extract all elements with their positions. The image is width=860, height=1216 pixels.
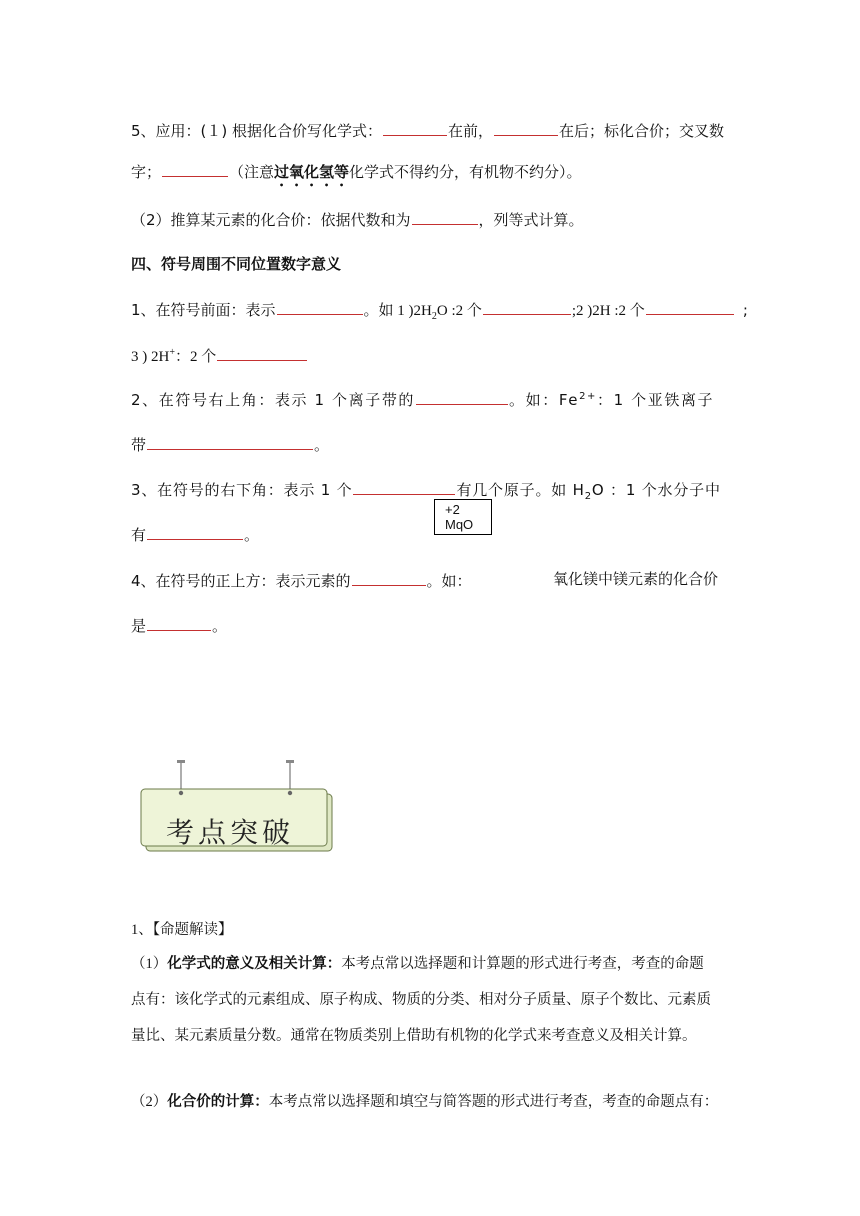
fill-blank[interactable] — [352, 569, 426, 586]
q5-line-2 — [131, 160, 582, 190]
item1-text-c: ;2 )2H :2 个 — [571, 303, 645, 319]
item1-line-2: 3 ) 2H+：2 个 — [131, 343, 308, 367]
q5-text-b: 在前， — [448, 122, 494, 140]
hanging-sign — [140, 760, 335, 852]
section-title: 四、符号周围不同位置数字意义 — [131, 255, 342, 273]
mgo-charge: +2 — [445, 502, 460, 517]
item2-text-a: 2、在符号右上角：表示 1 个离子带的 — [131, 391, 416, 409]
q5-emphasis: 过氧化氢等 — [274, 163, 350, 181]
reading-p1-line-1: （1）化学式的意义及相关计算：本考点常以选择题和计算题的形式进行考查，考查的命题 — [131, 956, 704, 972]
reading-p1-line-3: 量比、某元素质量分数。通常在物质类别上借助有机物的化学式来考查意义及相关计算。 — [131, 1028, 697, 1044]
fill-blank[interactable] — [483, 298, 571, 315]
item3-text-b: 有几个原子。如 $H_2$ — [456, 481, 592, 502]
reading-p1-line-2: 点有：该化学式的元素组成、原子构成、物质的分类、相对分子质量、原子个数比、元素质 — [131, 992, 711, 1008]
reading-paragraph-1 — [131, 946, 731, 1054]
fill-blank[interactable] — [147, 523, 243, 540]
fill-blank[interactable] — [162, 160, 228, 177]
item1-text-d: ; — [742, 301, 748, 319]
item1-text-e: 3 ) 2H — [131, 349, 170, 365]
item2-line-1 — [131, 387, 714, 410]
item1-text-a: 1、在符号前面：表示 — [131, 301, 276, 319]
fill-blank[interactable] — [147, 433, 313, 450]
q5-line-1 — [131, 119, 724, 141]
mgo-valence-box — [434, 499, 492, 535]
item4-text-b: 。如： — [426, 572, 472, 590]
item4-text-a: 4、在符号的正上方：表示元素的 — [131, 572, 351, 590]
reading-p2-line-1: （2）化合价的计算：本考点常以选择题和填空与简答题的形式进行考查，考查的命题点有： — [131, 1094, 719, 1110]
item3-text-c: O ：1 个水分子中 — [591, 481, 721, 499]
item3-text-d: 有 — [131, 526, 147, 544]
sign-label: 考点突破 — [166, 816, 295, 849]
item4-text-c: 氧化镁中镁元素的化合价 — [553, 570, 719, 588]
item4-line-1 — [131, 569, 472, 591]
item2-text-e: 。 — [314, 436, 330, 454]
fill-blank[interactable] — [494, 119, 558, 136]
item3-text-e: 。 — [244, 526, 260, 544]
q5-text-e: （注意 — [229, 163, 275, 181]
item3-line-2 — [131, 523, 259, 545]
fill-blank[interactable] — [217, 344, 307, 361]
fill-blank[interactable] — [383, 119, 447, 136]
fill-blank[interactable] — [416, 388, 508, 405]
q5-text-c: 在后；标化合价；交叉数 — [559, 122, 725, 140]
item1-text-e2: ：2 个 — [174, 349, 217, 365]
item1-line-1 — [131, 298, 748, 327]
q5-text-h: ，列等式计算。 — [478, 211, 584, 229]
fill-blank[interactable] — [412, 208, 478, 225]
item1-text-b: 。如 1 )$2H_2O$ :2 个 — [363, 303, 482, 322]
reading-heading: 1、【命题解读】 — [131, 922, 233, 938]
item4-line-2 — [131, 614, 227, 636]
q5-text-g: （2）推算某元素的化合价：依据代数和为 — [131, 211, 411, 229]
item4-text-d: 是 — [131, 617, 147, 635]
item2-text-c: ：1 个亚铁离子 — [597, 391, 715, 409]
item2-text-b: 。如：$Fe^{2+}$ — [509, 391, 598, 409]
q5-text-f: 化学式不得约分，有机物不约分）。 — [349, 163, 582, 181]
q5-text-a: 5、应用：(１) 根据化合价写化学式： — [131, 122, 383, 140]
mgo-formula: MqO — [445, 517, 474, 532]
item2-text-d: 带 — [131, 436, 147, 454]
reading-paragraph-2 — [131, 1084, 731, 1120]
fill-blank[interactable] — [646, 298, 734, 315]
item4-text-e: 。 — [212, 617, 228, 635]
fill-blank[interactable] — [147, 614, 211, 631]
item2-line-2 — [131, 433, 329, 455]
q5-text-d: 字； — [131, 163, 162, 181]
fill-blank[interactable] — [353, 478, 455, 495]
fill-blank[interactable] — [277, 298, 363, 315]
item3-line-1 — [131, 478, 721, 507]
q5-line-3 — [131, 208, 584, 230]
item3-text-a: 3、在符号的右下角：表示 1 个 — [131, 481, 353, 499]
